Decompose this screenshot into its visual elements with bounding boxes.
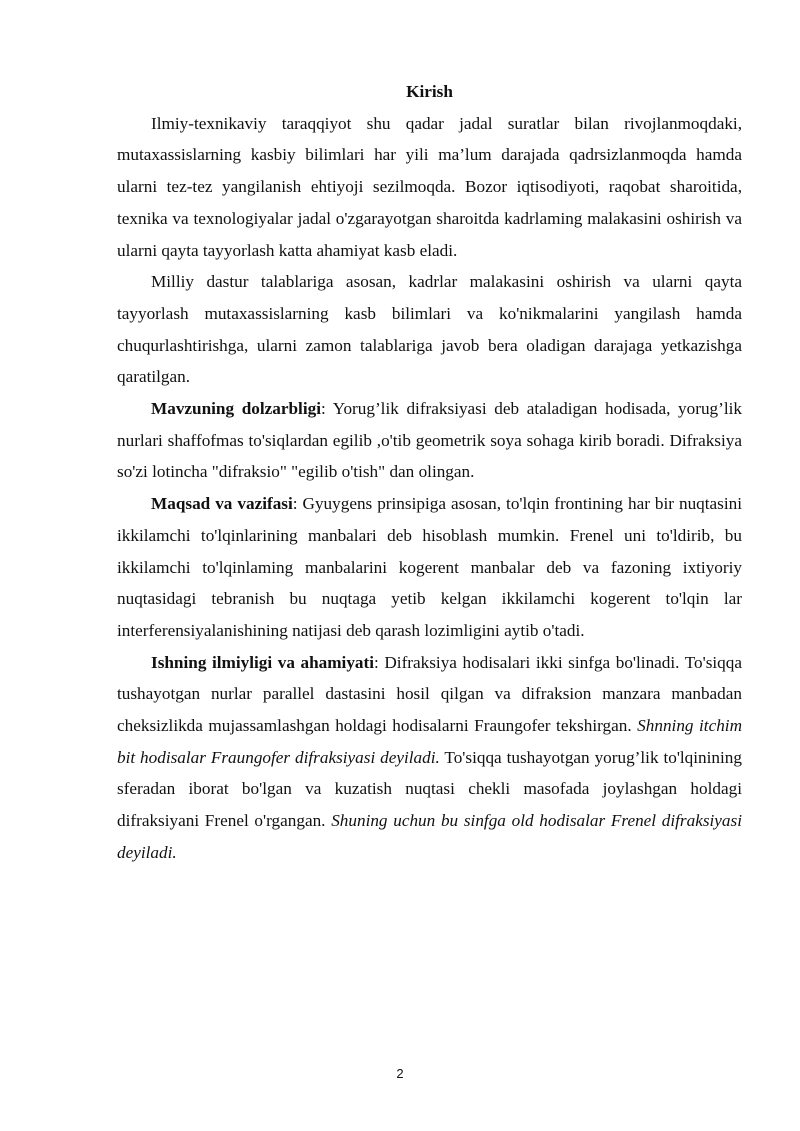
paragraph-program xyxy=(117,266,742,393)
paragraph-relevance xyxy=(117,393,742,488)
section-title: Kirish xyxy=(406,82,453,101)
paragraph-lead: Mavzuning dolzarbligi xyxy=(151,399,321,419)
paragraph-italic: Shuning uchun bu sinfga old hodisalar Frenel difraksiyasi deyiladi. xyxy=(117,811,742,862)
paragraph-text: : Difraksiya hodisalari ikki sinfga bo'linadi. To'siqqa tushayotgan nurlar parallel dastasini hosil qilgan va difraksion manzara manbadan cheksizlikda mujassamlashgan holdagi hodisalarni Fraungofer tekshirgan. xyxy=(117,652,742,736)
paragraph-text: : Yorug’lik difraksiyasi deb ataladigan hodisada, yorug’lik nurlari shaffofmas to'siqlardan egilib ,o'tib geometrik soya sohaga kirib boradi. Difraksiya so'zi lotincha "difraksio" "egilib o'tish" dan olingan. xyxy=(117,399,743,482)
paragraph-significance xyxy=(117,647,742,869)
paragraph-lead: Maqsad va vazifasi xyxy=(151,494,293,514)
paragraph-goal xyxy=(117,488,742,647)
paragraph-italic: Shnning itchim bit hodisalar Fraungofer difraksiyasi deyiladi. xyxy=(117,716,742,767)
page-content xyxy=(117,76,742,869)
paragraph-intro xyxy=(117,108,742,267)
paragraph-lead: Ishning ilmiyligi va ahamiyati xyxy=(151,652,375,672)
page-number: 2 xyxy=(396,1066,404,1081)
paragraph-text: To'siqqa tushayotgan yorug’lik to'lqinining sferadan iborat bo'lgan va kuzatish nuqtasi chekli masofada joylashgan holdagi difraksiyani Frenel o'rgangan. xyxy=(117,747,742,831)
paragraph-text: Ilmiy-texnikaviy taraqqiyot shu qadar jadal suratlar bilan rivojlanmoqdaki, mutaxassislarning kasbiy bilimlari har yili ma’lum darajada qadrsizlanmoqda hamda ularni tez-tez yangilanish ehtiyoji sezilmoqda. Bozor iqtisodiyoti, raqobat sharoitida, texnika va texnologiyalar jadal o'zgarayotgan sharoitda kadrlaming malakasini oshirish va ularni qayta tayyorlash katta ahamiyat kasb eladi. xyxy=(117,113,742,260)
paragraph-text: : Gyuygens prinsipiga asosan, to'lqin frontining har bir nuqtasini ikkilamchi to'lqinlarining manbalari deb hisoblash mumkin. Frenel uni to'ldirib, bu ikkilamchi to'lqinlaming manbalarini kogerent manbalar deb va fazoning ixtiyoriy nuqtasidagi tebranish bu nuqtaga yetib kelgan ikkilamchi kogerent to'lqin lar interferensiyalanishining natijasi deb qarash lozimligini aytib o'tadi. xyxy=(117,494,743,640)
paragraph-text: Milliy dastur talablariga asosan, kadrlar malakasini oshirish va ularni qayta tayyorlash mutaxassislarning kasb bilimlari va ko'nikmalarini yangilash hamda chuqurlashtirishga, ularni zamon talablariga javob bera oladigan darajaga yetkazishga qaratilgan. xyxy=(117,272,742,387)
